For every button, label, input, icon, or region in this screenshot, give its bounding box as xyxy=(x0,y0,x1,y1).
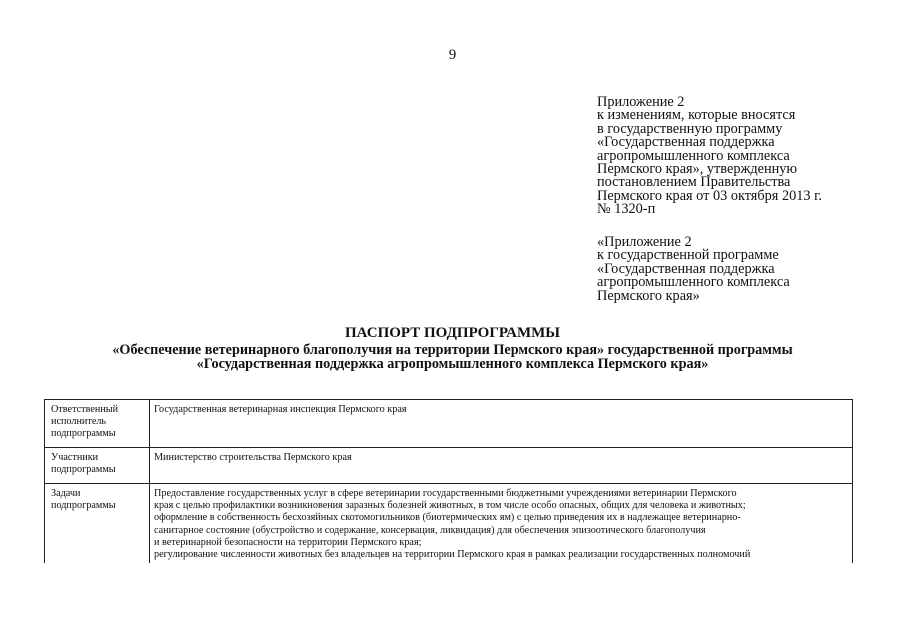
table-row xyxy=(45,400,853,448)
row-label xyxy=(45,484,150,564)
appendix-quote-line: «Государственная поддержка xyxy=(597,260,775,277)
appendix-quote-line: «Приложение 2 xyxy=(597,234,692,250)
row-value-line: и ветеринарной безопасности на территории Пермского края; xyxy=(154,536,422,548)
passport-table xyxy=(44,399,853,563)
appendix-quote-line: Пермского края» xyxy=(597,287,700,304)
appendix-note xyxy=(597,96,822,217)
row-value-line: Государственная ветеринарная инспекция Пермского края xyxy=(154,404,407,415)
passport-subtitle-line: «Государственная поддержка агропромышленного комплекса Пермского края» xyxy=(196,355,709,372)
page-number: 9 xyxy=(448,47,457,63)
passport-subtitle xyxy=(0,344,905,371)
appendix-note-line: Пермского края», утвержденную xyxy=(597,161,798,178)
appendix-note-line: агропромышленного комплекса xyxy=(597,147,790,164)
appendix-note-line: Пермского края от 03 октября 2013 г. xyxy=(597,187,822,204)
row-value-line: санитарное состояние (обустройство и содержание, консервация, ликвидация) для обеспечения эпизоотического благополучия xyxy=(154,524,706,536)
row-label-line: Ответственный xyxy=(51,404,119,415)
appendix-quote-line: к государственной программе xyxy=(597,247,779,264)
appendix-note-line: постановлением Правительства xyxy=(597,174,791,191)
row-label-line: подпрограммы xyxy=(51,500,116,512)
row-value-line: регулирование численности животных без владельцев на территории Пермского края в рамках реализации государственных полномочий xyxy=(154,549,751,561)
appendix-note-line: к изменениям, которые вносятся xyxy=(597,107,796,124)
row-value xyxy=(150,448,853,484)
row-value-line: Предоставление государственных услуг в сфере ветеринарии государственными бюджетными учреждениями ветеринарии Пермского xyxy=(154,488,737,499)
row-label-line: подпрограммы xyxy=(51,464,116,476)
row-label-line: исполнитель xyxy=(51,416,107,428)
row-value xyxy=(150,400,853,448)
row-label-line: подпрограммы xyxy=(51,428,116,440)
row-value-line: Министерство строительства Пермского края xyxy=(154,452,352,463)
row-label xyxy=(45,448,150,484)
row-value-line: края с целью профилактики возникновения заразных болезней животных, в том числе особо опасных, общих для человека и животных; xyxy=(154,500,746,512)
appendix-note-line: «Государственная поддержка xyxy=(597,134,775,151)
appendix-note-line: Приложение 2 xyxy=(597,94,685,110)
appendix-quote-line: агропромышленного комплекса xyxy=(597,274,790,291)
appendix-note-line: в государственную программу xyxy=(597,120,783,137)
row-label xyxy=(45,400,150,448)
passport-title: ПАСПОРТ ПОДПРОГРАММЫ xyxy=(344,325,560,341)
row-label-line: Участники xyxy=(51,452,99,463)
passport-subtitle-line: «Обеспечение ветеринарного благополучия на территории Пермского края» государственной программы xyxy=(112,342,793,358)
row-label-line: Задачи xyxy=(51,488,81,499)
table-row xyxy=(45,448,853,484)
appendix-quote xyxy=(597,236,790,303)
appendix-note-line: № 1320-п xyxy=(597,201,656,218)
row-value xyxy=(150,484,853,564)
row-value-line: оформление в собственность бесхозяйных скотомогильников (биотермических ям) с целью приведения их в надлежащее ветеринарно- xyxy=(154,512,741,524)
table-row xyxy=(45,484,853,564)
